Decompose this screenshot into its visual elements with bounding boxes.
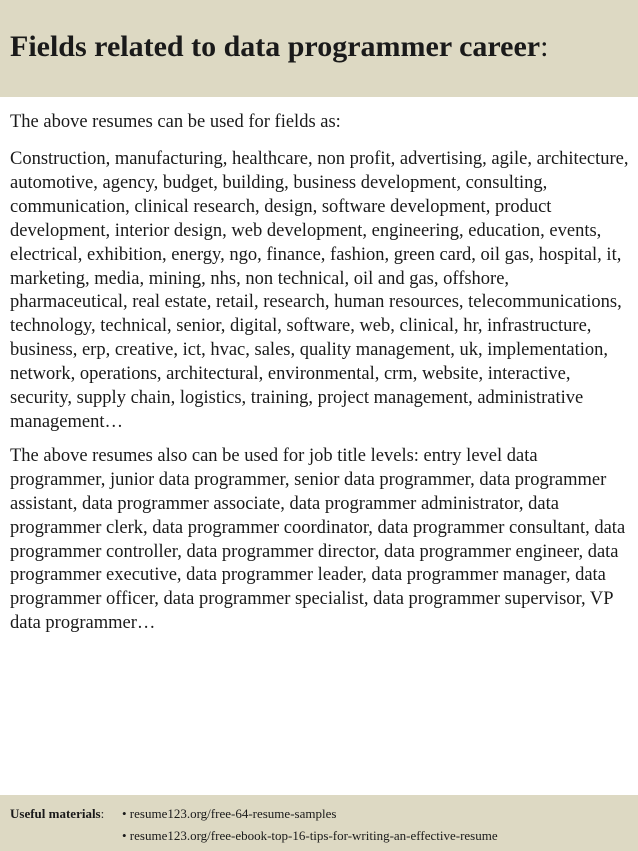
footer-link-resume-samples[interactable]: • resume123.org/free-64-resume-samples (122, 806, 337, 821)
intro-text: The above resumes can be used for fields as: (10, 112, 341, 132)
footer-row-2 (10, 825, 638, 847)
page-title-colon: : (540, 30, 549, 63)
header-bar (0, 0, 638, 97)
page-title (10, 30, 638, 64)
job-levels-paragraph: The above resumes also can be used for job title levels: entry level data programmer, junior data programmer, senior data programmer, data programmer assistant, data programmer associate, data programmer administrator, data programmer clerk, data programmer coordinator, data programmer consultant, data programmer controller, data programmer director, data programmer engineer, data programmer executive, data programmer leader, data programmer manager, data programmer officer, data programmer specialist, data programmer supervisor, VP data programmer… (10, 445, 626, 634)
footer-row-1 (10, 803, 638, 825)
useful-materials-label (10, 803, 122, 825)
page-title-text: Fields related to data programmer career (10, 30, 541, 63)
main-content (10, 110, 630, 646)
fields-paragraph: Construction, manufacturing, healthcare, non profit, advertising, agile, architecture, automotive, agency, budget, building, business development, consulting, communication, clinical research, design, software development, product development, interior design, web development, engineering, education, events, electrical, exhibition, energy, ngo, finance, fashion, green card, oil gas, hospital, it, marketing, media, mining, nhs, non technical, oil and gas, offshore, pharmaceutical, real estate, retail, research, human resources, telecommunications, technology, technical, senior, digital, software, web, clinical, hr, infrastructure, business, erp, creative, ict, hvac, sales, quality management, uk, implementation, network, operations, architectural, environmental, crm, website, interactive, security, supply chain, logistics, training, project management, administrative management… (10, 149, 629, 432)
footer-label-spacer (10, 825, 122, 847)
useful-materials-label-sep: : (100, 806, 105, 821)
useful-materials-label-text: Useful materials (10, 806, 101, 821)
footer-bar (0, 795, 638, 851)
footer-link-ebook-tips[interactable]: • resume123.org/free-ebook-top-16-tips-for-writing-an-effective-resume (122, 828, 498, 843)
